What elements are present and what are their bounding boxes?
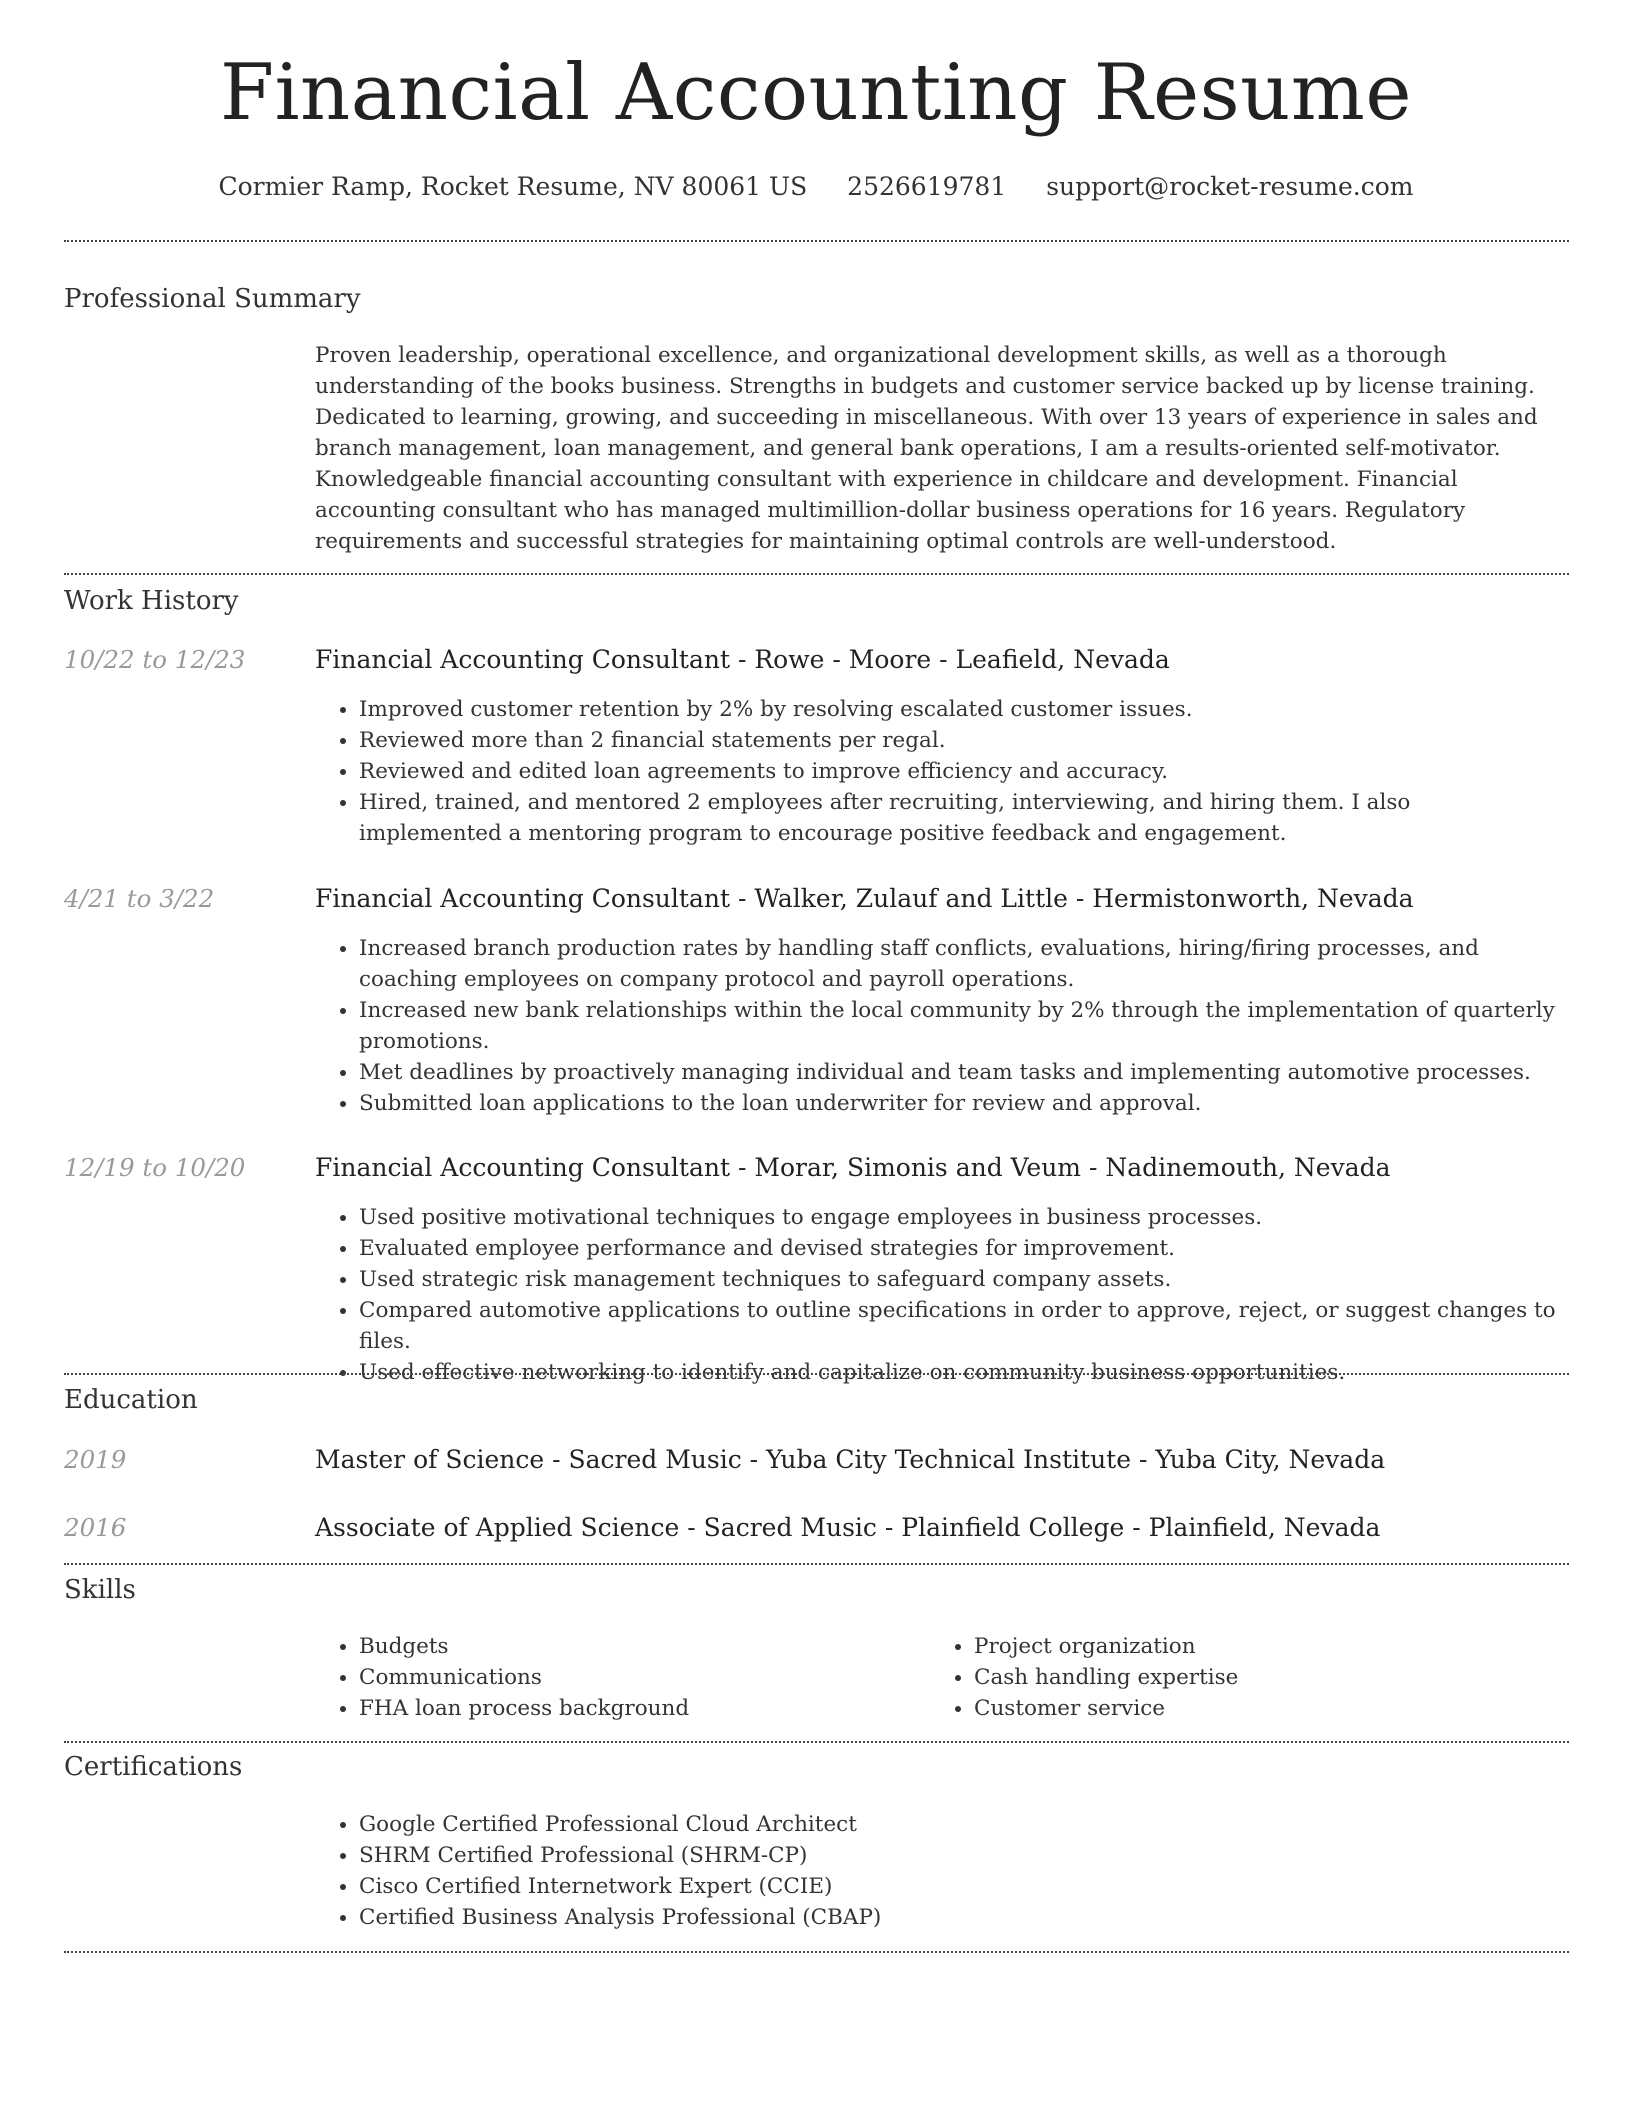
section-divider [64, 1373, 1569, 1375]
job-bullet: • Used effective networking to identify and capitalize on community business opportunities. [359, 1357, 1559, 1388]
job-dates: 10/22 to 12/23 [64, 645, 246, 674]
summary-body [315, 340, 1570, 557]
skill-item: • Project organization [974, 1631, 1534, 1662]
certifications-list [315, 1809, 1559, 1933]
section-divider [64, 1563, 1569, 1565]
job-title: Financial Accounting Consultant - Walker, Zulauf and Little - Hermistonworth, Nevada [315, 884, 1414, 913]
job-bullet: • Improved customer retention by 2% by resolving escalated customer issues. [359, 694, 1559, 725]
job-bullets [315, 694, 1559, 849]
summary-text: Proven leadership, operational excellence, and organizational development skills, as well as a thorough understanding of the books business. Strengths in budgets and customer service backed up by license training. Dedicated to learning, growing, and succeeding in miscellaneous. With over 13 years of experience in sales and branch management, loan management, and general bank operations, I am a results-oriented self-motivator. Knowledgeable financial accounting consultant with experience in childcare and development. Financial accounting consultant who has managed multimillion-dollar business operations for 16 years. Regulatory requirements and successful strategies for maintaining optimal controls are well-understood. [315, 343, 1538, 554]
skills-list-left [315, 1631, 919, 1724]
job-bullets [315, 1202, 1559, 1388]
education-year: 2016 [64, 1513, 127, 1542]
job-bullet: • Reviewed more than 2 financial statements per regal. [359, 725, 1559, 756]
job-bullet: • Hired, trained, and mentored 2 employees after recruiting, interviewing, and hiring them. I also implemented a mentoring program to encourage positive feedback and engagement. [359, 787, 1559, 849]
job-bullet: • Increased branch production rates by handling staff conflicts, evaluations, hiring/firing processes, and coaching employees on company protocol and payroll operations. [359, 933, 1559, 995]
education-title: Associate of Applied Science - Sacred Music - Plainfield College - Plainfield, Nevada [315, 1513, 1381, 1542]
job-bullet: • Met deadlines by proactively managing individual and team tasks and implementing automotive processes. [359, 1057, 1559, 1088]
certification-item: • Google Certified Professional Cloud Architect [359, 1809, 1559, 1840]
job-bullet: • Compared automotive applications to outline specifications in order to approve, reject, or suggest changes to files. [359, 1295, 1559, 1357]
job-bullet: • Increased new bank relationships within the local community by 2% through the implementation of quarterly promotions. [359, 995, 1559, 1057]
section-divider [64, 1951, 1569, 1953]
job-bullet: • Reviewed and edited loan agreements to improve efficiency and accuracy. [359, 756, 1559, 787]
resume-title: Financial Accounting Resume [219, 48, 1413, 138]
summary-heading: Professional Summary [64, 284, 361, 314]
contact-phone: 2526619781 [847, 172, 1007, 201]
skill-item: • Budgets [359, 1631, 919, 1662]
job-title: Financial Accounting Consultant - Morar, Simonis and Veum - Nadinemouth, Nevada [315, 1153, 1391, 1182]
contact-email: support@rocket-resume.com [1046, 172, 1414, 201]
skills-list-right [930, 1631, 1534, 1724]
certification-item: • SHRM Certified Professional (SHRM-CP) [359, 1840, 1559, 1871]
job-bullets [315, 933, 1559, 1119]
section-divider [64, 573, 1569, 575]
work-history-heading: Work History [64, 586, 239, 616]
education-title: Master of Science - Sacred Music - Yuba City Technical Institute - Yuba City, Nevada [315, 1445, 1386, 1474]
section-divider [64, 1741, 1569, 1743]
job-dates: 12/19 to 10/20 [64, 1153, 246, 1182]
section-divider [64, 240, 1569, 242]
skill-item: • FHA loan process background [359, 1693, 919, 1724]
skill-item: • Cash handling expertise [974, 1662, 1534, 1693]
job-bullet: • Evaluated employee performance and devised strategies for improvement. [359, 1233, 1559, 1264]
certification-item: • Certified Business Analysis Professional (CBAP) [359, 1902, 1559, 1933]
skill-item: • Communications [359, 1662, 919, 1693]
job-bullet: • Submitted loan applications to the loan underwriter for review and approval. [359, 1088, 1559, 1119]
contact-line [0, 172, 1632, 201]
job-bullet: • Used strategic risk management techniques to safeguard company assets. [359, 1264, 1559, 1295]
skills-heading: Skills [64, 1575, 136, 1605]
certification-item: • Cisco Certified Internetwork Expert (CCIE) [359, 1871, 1559, 1902]
contact-address: Cormier Ramp, Rocket Resume, NV 80061 US [218, 172, 808, 201]
skill-item: • Customer service [974, 1693, 1534, 1724]
education-heading: Education [64, 1385, 198, 1415]
job-title: Financial Accounting Consultant - Rowe - Moore - Leafield, Nevada [315, 645, 1170, 674]
certifications-heading: Certifications [64, 1752, 243, 1782]
education-year: 2019 [64, 1445, 127, 1474]
job-dates: 4/21 to 3/22 [64, 884, 215, 913]
job-bullet: • Used positive motivational techniques to engage employees in business processes. [359, 1202, 1559, 1233]
